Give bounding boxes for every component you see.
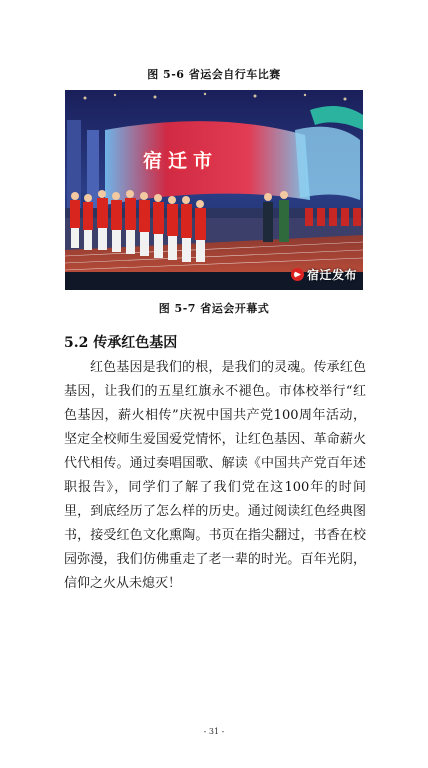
section-title: 5.2 传承红色基因 [64, 335, 178, 351]
figure-5-7-caption: 图 5-7 省运会开幕式 [158, 302, 270, 315]
watermark [291, 266, 357, 283]
watermark-text: 宿迁发布 [306, 268, 357, 282]
screen-city-name: 宿迁市 [143, 150, 219, 172]
section-paragraph: 红色基因是我们的根，是我们的灵魂。传承红色基因，让我们的五星红旗永不褪色。市体校举行“红色基因，薪火相传”庆祝中国共产党100周年活动，坚定全校师生爱国爱党情怀，让红色基因、革命薪火代代相传。通过奏唱国歌、解读《中国共产党百年述职报告》，同学们了解了我们党在这100年的时间里，到底经历了怎么样的历史。通过阅读红色经典图书，接受红色文化熏陶。书页在指尖翻过，书香在校园弥漫，我们仿佛重走了老一辈的时光。百年光阴，信仰之火从未熄灭！ [64, 360, 366, 591]
page-number: - 31 - [203, 727, 225, 736]
photo-illustration [65, 90, 363, 290]
figure-5-6-caption: 图 5-6 省运会自行车比赛 [147, 68, 281, 81]
opening-ceremony-photo [65, 90, 363, 290]
watermark-logo-icon [291, 268, 304, 281]
